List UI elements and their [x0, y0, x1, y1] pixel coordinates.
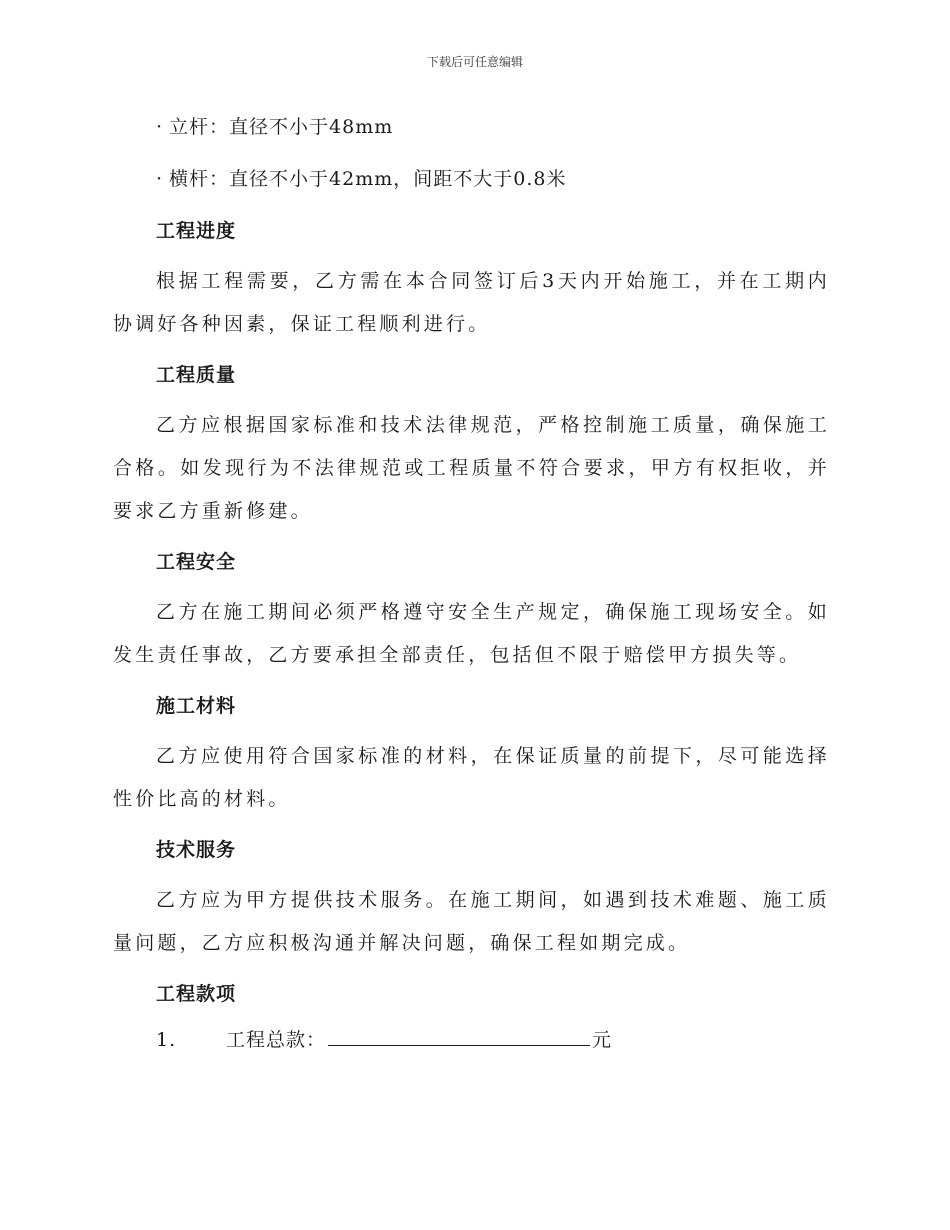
section-body-tech-service: 乙方应为甲方提供技术服务。在施工期间，如遇到技术难题、施工质量问题，乙方应积极沟通并解决问题，确保工程如期完成。: [113, 889, 830, 954]
bullet-item-cross-bar: [156, 162, 830, 196]
bullet-item-upright-pole: [156, 110, 830, 144]
section-heading-tech-service: 技术服务: [156, 839, 237, 861]
payment-total-row: [156, 1023, 830, 1057]
section-body-progress: 根据工程需要，乙方需在本合同签订后3天内开始施工，并在工期内协调好各种因素，保证工程顺利进行。: [113, 270, 830, 335]
section-heading-safety: 工程安全: [156, 551, 237, 573]
section-body-materials: 乙方应使用符合国家标准的材料，在保证质量的前提下，尽可能选择性价比高的材料。: [113, 745, 830, 810]
document-body: [113, 110, 830, 1057]
bullet-dot: ·: [156, 168, 164, 190]
payment-item-unit: 元: [592, 1029, 613, 1051]
payment-total-blank-line[interactable]: [328, 1023, 590, 1046]
page-header-note: 下载后可任意编辑: [426, 55, 523, 69]
bullet-dot: ·: [156, 116, 164, 138]
section-heading-payment: 工程款项: [156, 983, 237, 1005]
section-heading-progress: 工程进度: [156, 220, 237, 242]
section-body-quality: 乙方应根据国家标准和技术法律规范，严格控制施工质量，确保施工合格。如发现行为不法律规范或工程质量不符合要求，甲方有权拒收，并要求乙方重新修建。: [113, 414, 830, 522]
section-body-safety: 乙方在施工期间必须严格遵守安全生产规定，确保施工现场安全。如发生责任事故，乙方要承担全部责任，包括但不限于赔偿甲方损失等。: [113, 601, 830, 666]
section-heading-quality: 工程质量: [156, 364, 237, 386]
section-heading-materials: 施工材料: [156, 695, 237, 717]
payment-item-number: 1.: [156, 1029, 177, 1051]
bullet-text: 横杆：直径不小于42mm，间距不大于0.8米: [169, 168, 567, 190]
payment-item-label: 工程总款：: [226, 1029, 327, 1051]
bullet-text: 立杆：直径不小于48mm: [169, 116, 394, 138]
